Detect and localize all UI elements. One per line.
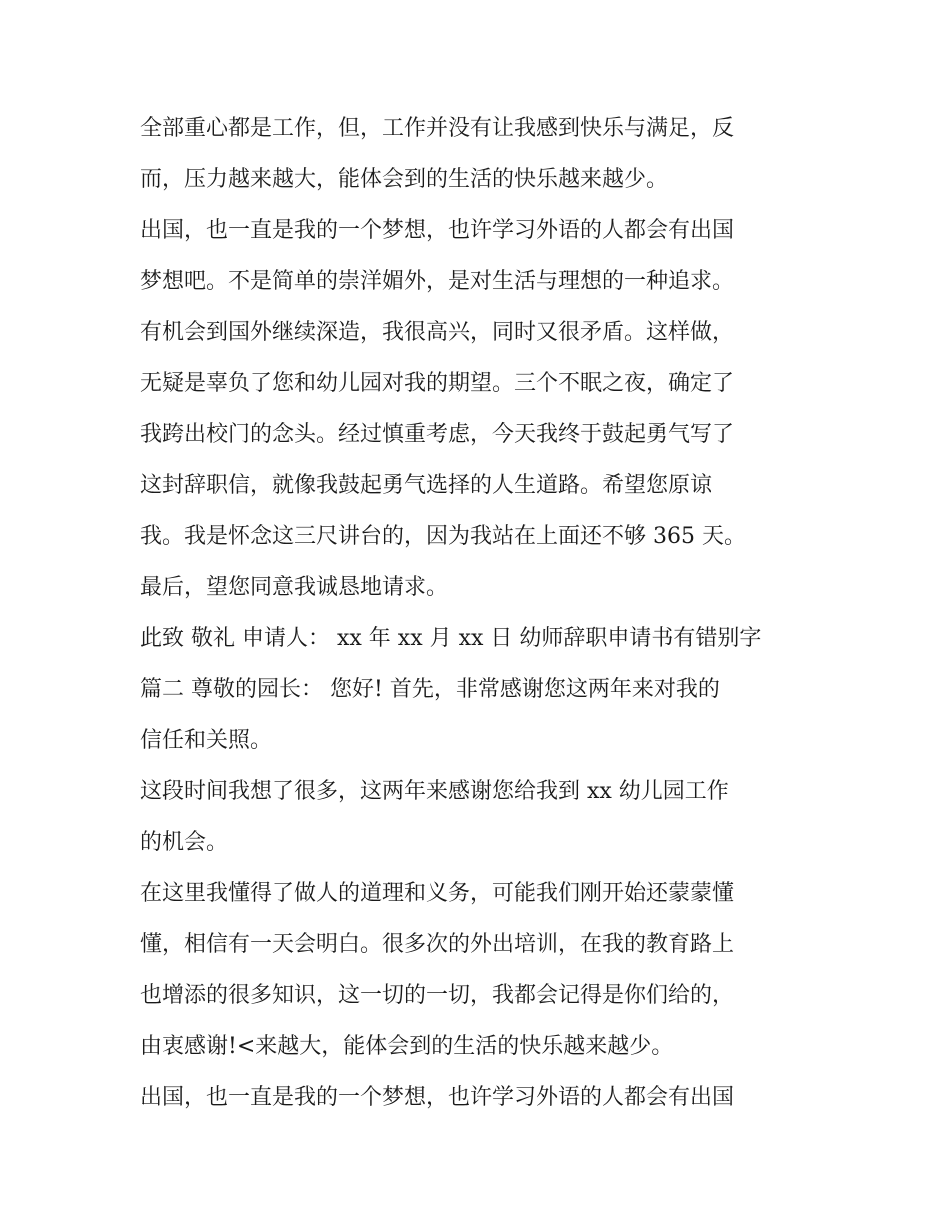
text-line: 懂，相信有一天会明白。很多次的外出培训，在我的教育路上 — [140, 932, 735, 957]
text-line: 我。我是怀念这三尺讲台的，因为我站在上面还不够 365 天。 — [140, 524, 746, 549]
text-line: 这封辞职信，就像我鼓起勇气选择的人生道路。希望您原谅 — [140, 473, 713, 498]
text-line: 信任和关照。 — [140, 728, 273, 753]
text-line: 无疑是辜负了您和幼儿园对我的期望。三个不眠之夜，确定了 — [140, 371, 735, 396]
text-line: 也增添的很多知识，这一切的一切，我都会记得是你们给的， — [140, 983, 735, 1008]
text-line: 我跨出校门的念头。经过慎重考虑，今天我终于鼓起勇气写了 — [140, 422, 735, 447]
text-line: 此致 敬礼 申请人： xx 年 xx 月 xx 日 幼师辞职申请书有错别字 — [140, 626, 762, 651]
text-line: 梦想吧。不是简单的崇洋媚外，是对生活与理想的一种追求。 — [140, 269, 735, 294]
text-line: 而，压力越来越大，能体会到的生活的快乐越来越少。 — [140, 167, 669, 192]
text-line: 出国，也一直是我的一个梦想，也许学习外语的人都会有出国 — [140, 218, 735, 243]
text-line: 最后，望您同意我诚恳地请求。 — [140, 575, 449, 600]
text-line: 这段时间我想了很多，这两年来感谢您给我到 xx 幼儿园工作 — [140, 779, 729, 804]
text-line: 出国，也一直是我的一个梦想，也许学习外语的人都会有出国 — [140, 1085, 735, 1110]
text-line: 有机会到国外继续深造，我很高兴，同时又很矛盾。这样做， — [140, 320, 735, 345]
text-line: 篇二 尊敬的园长： 您好! 首先，非常感谢您这两年来对我的 — [140, 677, 720, 702]
text-line: 在这里我懂得了做人的道理和义务，可能我们刚开始还蒙蒙懂 — [140, 881, 735, 906]
text-line: 全部重心都是工作，但，工作并没有让我感到快乐与满足，反 — [140, 116, 735, 141]
document-body — [140, 107, 820, 1127]
text-line: 由衷感谢!<来越大，能体会到的生活的快乐越来越少。 — [140, 1034, 674, 1059]
text-line: 的机会。 — [140, 830, 229, 855]
